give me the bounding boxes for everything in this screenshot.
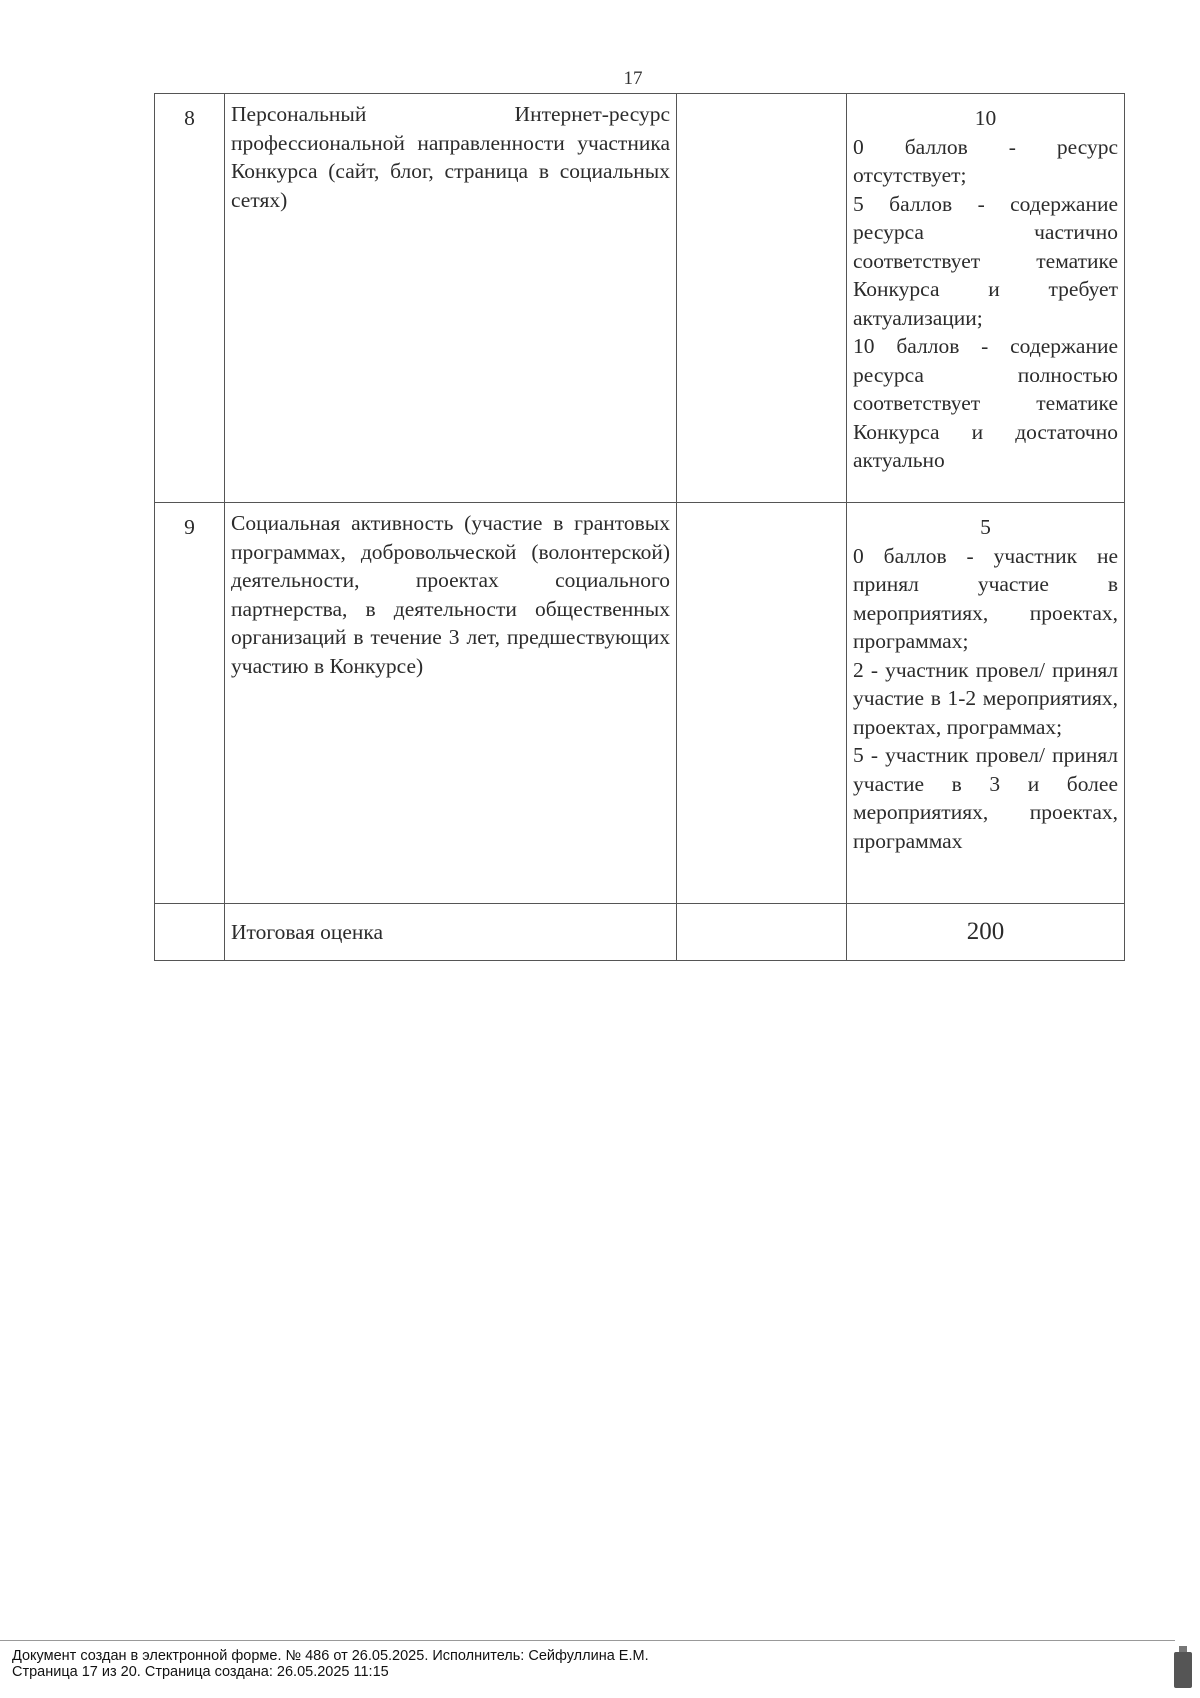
score-line: 0 баллов - ресурс отсутствует; — [853, 134, 1118, 187]
empty-cell — [155, 904, 225, 961]
table-row — [155, 94, 1125, 503]
empty-cell — [677, 904, 847, 961]
row-number: 9 — [155, 503, 225, 904]
footer-line-1: Документ создан в электронной форме. № 486 от 26.05.2025. Исполнитель: Сейфуллина Е.М. — [12, 1648, 649, 1664]
criterion-text: Персональный Интернет-ресурс профессиональной направленности участника Конкурса (сайт, блог, страница в социальных сетях) — [225, 94, 677, 503]
score-line: 2 - участник провел/ принял участие в 1-2 мероприятиях, проектах, программах; — [853, 657, 1118, 739]
footer-divider — [0, 1640, 1175, 1641]
criteria-table — [154, 93, 1125, 961]
total-value: 200 — [966, 917, 1005, 945]
total-label: Итоговая оценка — [225, 904, 677, 961]
score-line: 5 - участник провел/ принял участие в 3 и более мероприятиях, проектах, программах — [853, 743, 1118, 853]
score-cell — [847, 503, 1125, 904]
max-score: 10 — [974, 106, 997, 130]
score-line: 5 баллов - содержание ресурса частично соответствует тематике Конкурса и требует актуализации; — [853, 191, 1118, 330]
stamp-icon — [1174, 1652, 1192, 1688]
total-row — [155, 904, 1125, 961]
max-score: 5 — [980, 515, 991, 539]
empty-cell — [677, 503, 847, 904]
document-footer — [12, 1648, 649, 1680]
score-line: 0 баллов - участник не принял участие в мероприятиях, проектах, программах; — [853, 543, 1118, 653]
total-value-cell — [847, 904, 1125, 961]
score-cell — [847, 94, 1125, 503]
score-line: 10 баллов - содержание ресурса полностью соответствует тематике Конкурса и достаточно актуально — [853, 334, 1118, 472]
page-number: 17 — [623, 68, 643, 89]
empty-cell — [677, 94, 847, 503]
criterion-text: Социальная активность (участие в грантовых программах, добровольческой (волонтерской) деятельности, проектах социального партнерства, в деятельности общественных организаций в течение 3 лет, предшествующих участию в Конкурсе) — [225, 503, 677, 904]
table-row — [155, 503, 1125, 904]
footer-line-2: Страница 17 из 20. Страница создана: 26.05.2025 11:15 — [12, 1664, 389, 1680]
row-number: 8 — [155, 94, 225, 503]
